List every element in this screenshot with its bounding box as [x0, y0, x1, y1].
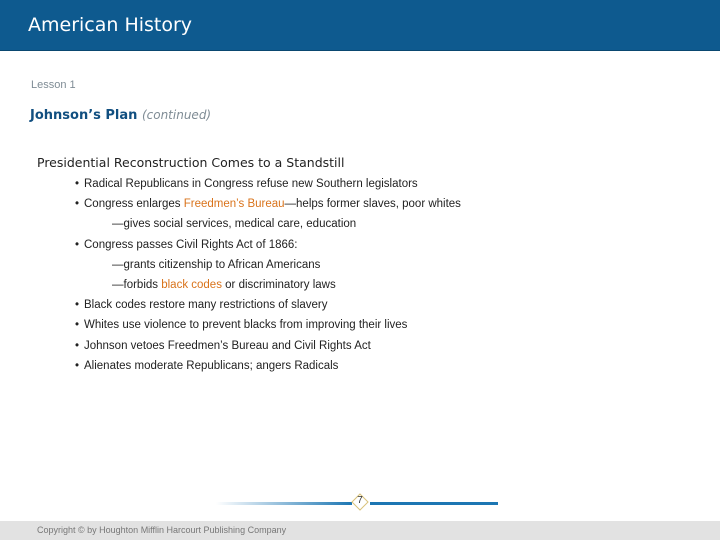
copyright-notice: Copyright © by Houghton Mifflin Harcourt Publishing Company	[37, 525, 287, 535]
bullet-item	[37, 295, 697, 315]
page-divider-left	[216, 502, 352, 505]
bullet-glyph: •	[75, 319, 80, 332]
bullet-text: —helps former slaves, poor whites	[284, 198, 461, 211]
header-bar	[0, 0, 720, 51]
sub-item: —gives social services, medical care, education	[112, 218, 357, 231]
bullet-glyph: •	[75, 359, 80, 372]
sub-item-text: or discriminatory laws	[221, 278, 336, 291]
sub-item	[37, 275, 697, 295]
bullet-glyph: •	[75, 299, 80, 312]
bullet-text: Congress passes Civil Rights Act of 1866:	[84, 238, 298, 251]
bullet-item	[37, 235, 697, 255]
lesson-label: Lesson 1	[31, 79, 76, 91]
bullet-text: Congress enlarges	[84, 198, 184, 211]
bullet-glyph: •	[75, 178, 80, 190]
bullet-text: Radical Republicans in Congress refuse new Southern legislators	[84, 178, 418, 190]
bullet-text: Johnson vetoes Freedmen’s Bureau and Civil Rights Act	[84, 339, 371, 352]
slide-title-continued: (continued)	[141, 108, 212, 122]
bullet-text: Black codes restore many restrictions of slavery	[84, 299, 328, 312]
bullet-glyph: •	[75, 339, 80, 352]
bullet-glyph: •	[75, 198, 80, 211]
key-term-freedmens-bureau: Freedmen’s Bureau	[183, 198, 285, 211]
page-number: 7	[357, 495, 363, 506]
page-divider-right	[370, 502, 498, 505]
slide-title-main: Johnson’s Plan	[30, 108, 138, 123]
sub-item-text: —forbids	[112, 278, 162, 291]
bullet-item	[37, 336, 697, 356]
course-title: American History	[28, 14, 193, 36]
bullet-item	[37, 194, 697, 214]
slide-body	[37, 154, 697, 376]
bullet-item	[37, 174, 697, 194]
slide-title	[30, 108, 211, 123]
key-term-black-codes: black codes	[161, 278, 222, 291]
section-heading: Presidential Reconstruction Comes to a Standstill	[37, 155, 345, 170]
bullet-text: Alienates moderate Republicans; angers Radicals	[84, 359, 339, 372]
sub-item: —grants citizenship to African Americans	[112, 258, 321, 271]
bullet-item	[37, 315, 697, 335]
bullet-item	[37, 356, 697, 376]
bullet-glyph: •	[75, 238, 80, 251]
bullet-text: Whites use violence to prevent blacks from improving their lives	[84, 319, 408, 332]
